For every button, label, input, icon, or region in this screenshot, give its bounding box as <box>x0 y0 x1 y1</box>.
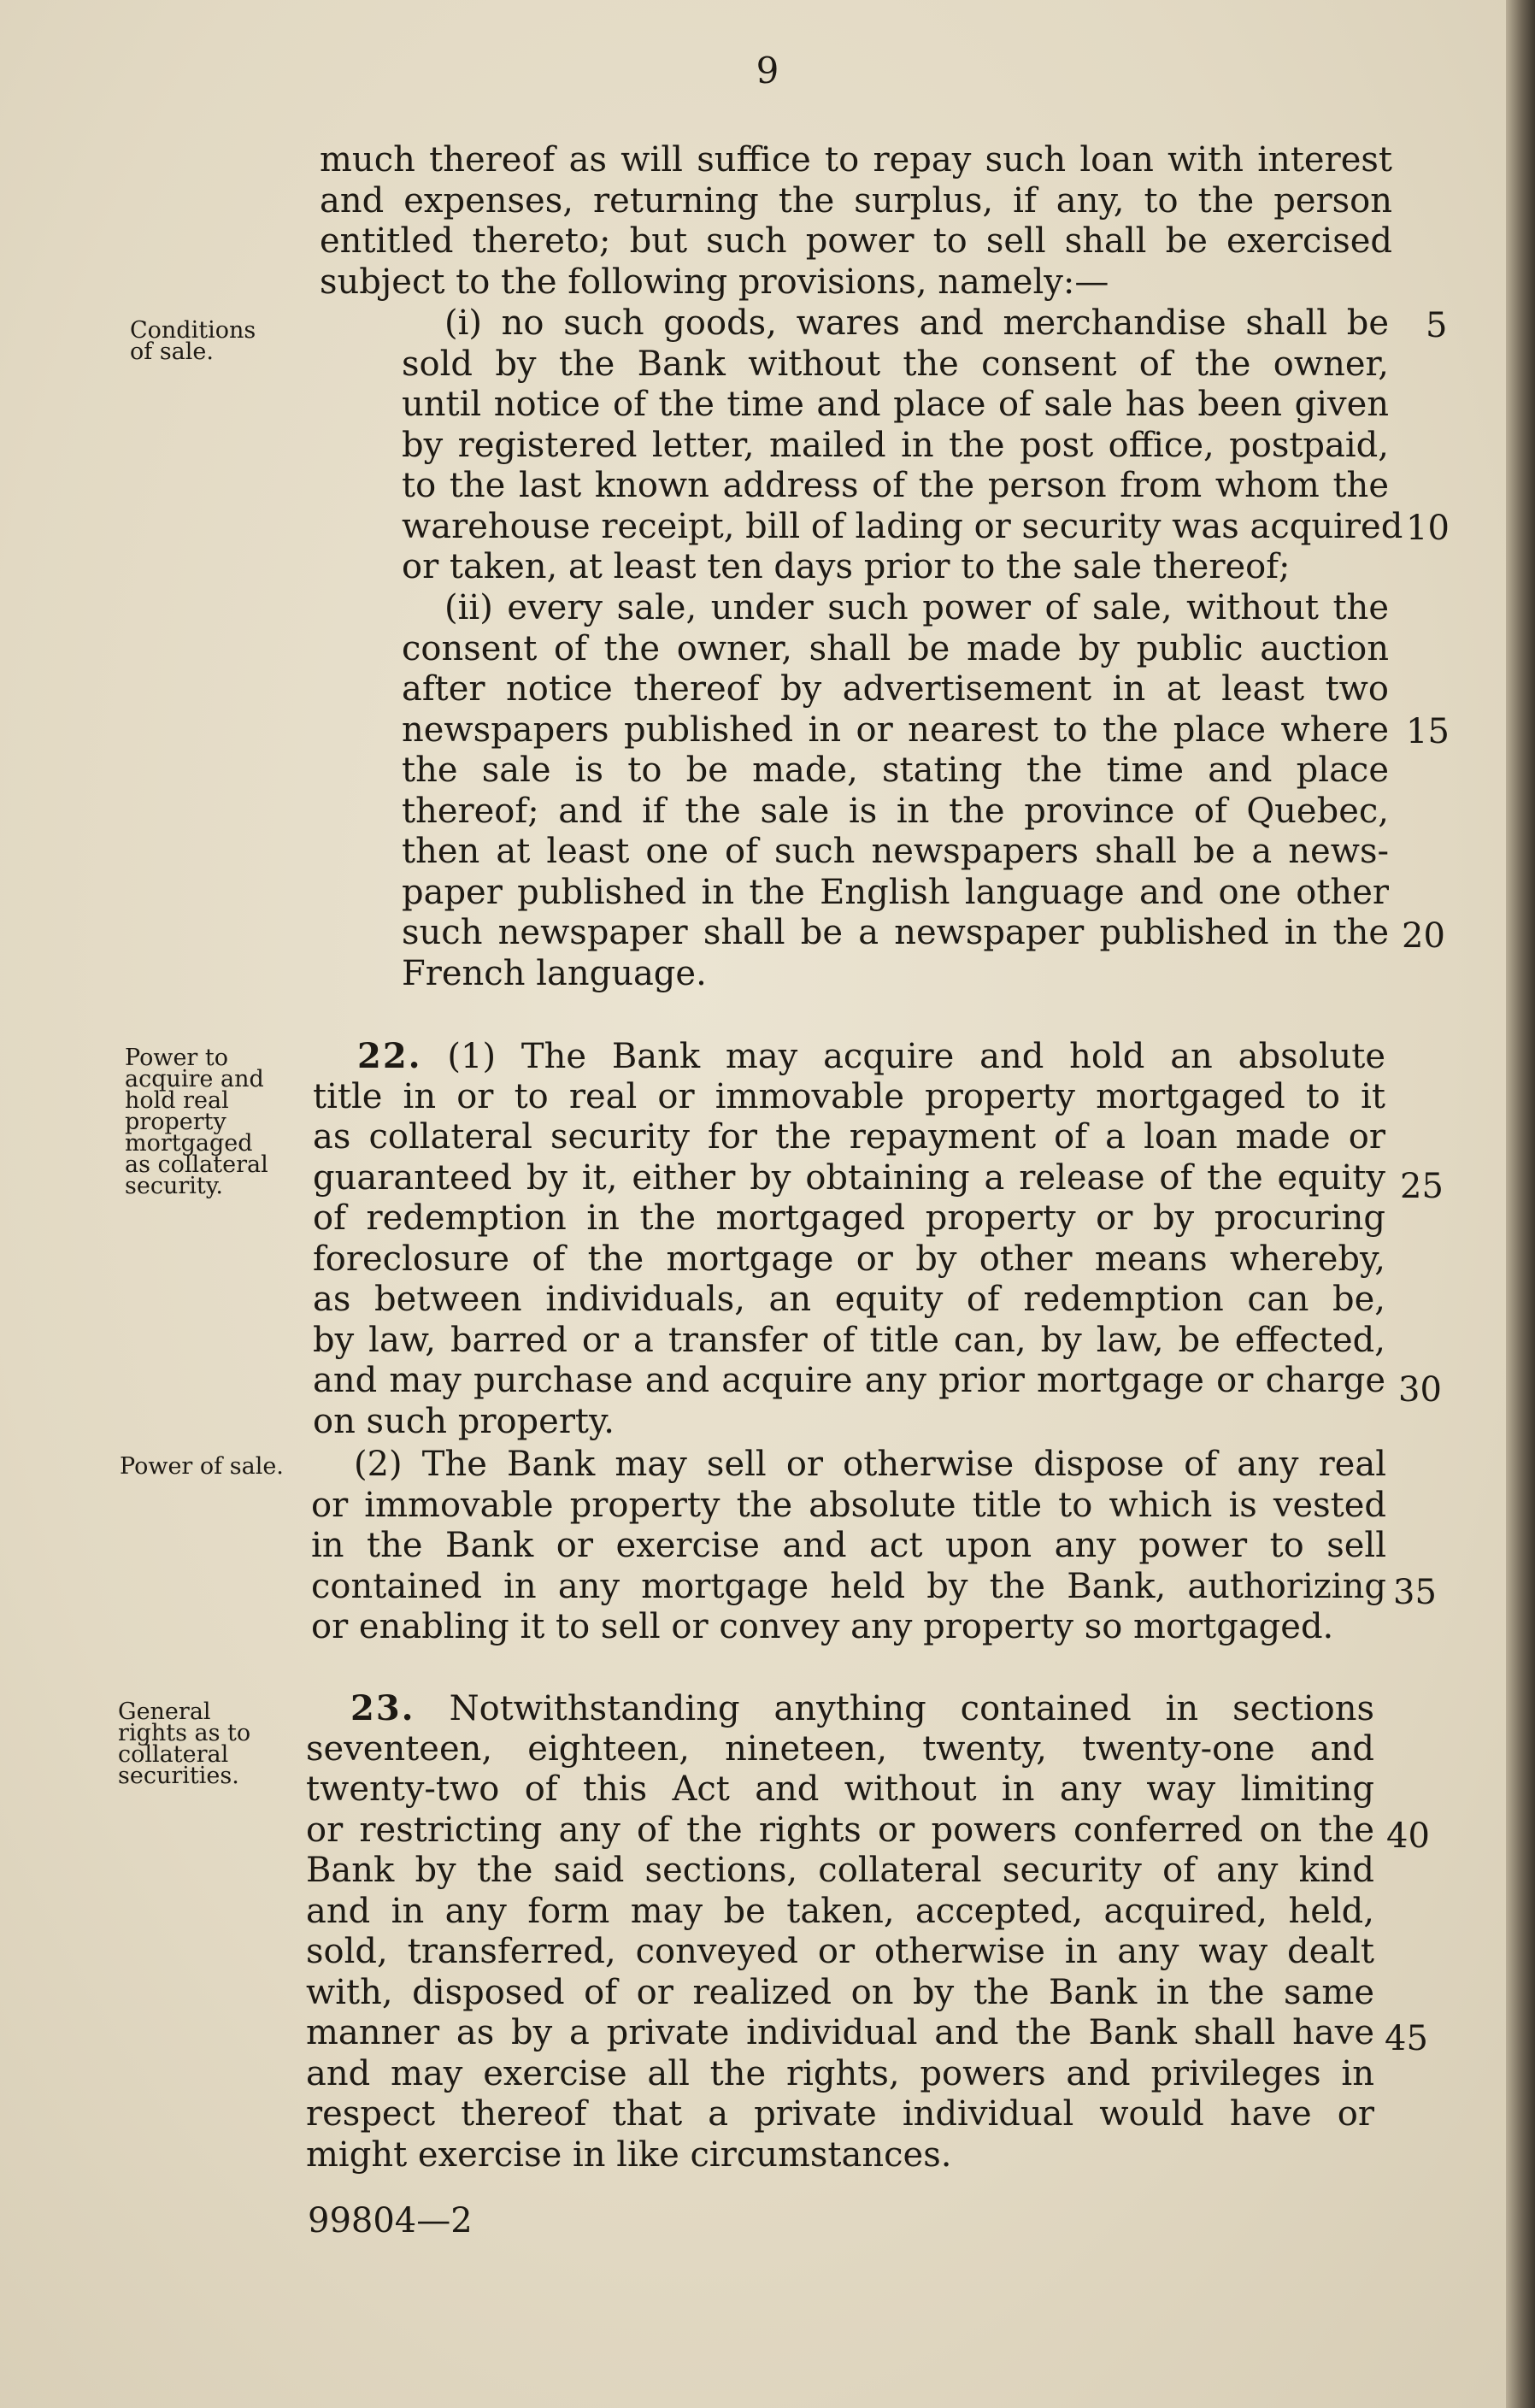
line-number: 25 <box>1400 1167 1444 1206</box>
text-line: much thereof as will suffice to repay such loan with interest <box>320 140 1392 180</box>
text-line: consent of the owner, shall be made by public auction <box>402 628 1389 668</box>
text-line: or immovable property the absolute title to which is vested <box>311 1485 1386 1525</box>
line-number: 5 <box>1426 306 1448 345</box>
section-number-23: 23. <box>350 1688 415 1728</box>
text-line: 23. Notwithstanding anything contained in sections <box>350 1688 1374 1728</box>
text-line: sold, transferred, conveyed or otherwise in any way dealt <box>306 1932 1374 1971</box>
text-line: Bank by the said sections, collateral security of any kind <box>306 1851 1374 1890</box>
section-22-subsection-1 <box>313 1036 1385 1442</box>
text-line: (2) The Bank may sell or otherwise dispose of any real <box>354 1445 1386 1484</box>
text-line: thereof; and if the sale is in the province of Quebec, <box>402 791 1389 831</box>
line-number: 30 <box>1398 1370 1442 1410</box>
line-number: 20 <box>1402 916 1445 956</box>
text-line: entitled thereto; but such power to sell shall be exercised <box>320 221 1392 261</box>
text-line: and may exercise all the rights, powers and privileges in <box>306 2053 1374 2093</box>
text-line: contained in any mortgage held by the Bank, authorizing <box>311 1566 1386 1606</box>
book-spine-shadow <box>1506 0 1535 2408</box>
section-23 <box>306 1688 1374 2175</box>
text-line: might exercise in like circumstances. <box>306 2134 952 2175</box>
text-line: respect thereof that a private individual would have or <box>306 2094 1374 2134</box>
text-line: and in any form may be taken, accepted, acquired, held, <box>306 1891 1374 1931</box>
text-line: subject to the following provisions, namely:— <box>320 262 1109 302</box>
page-number: 9 <box>756 50 779 91</box>
line-number: 35 <box>1393 1573 1437 1612</box>
margin-note-section-23: General rights as to collateral securities. <box>118 1699 251 1789</box>
text-line: French language. <box>402 953 707 993</box>
condition-item-i <box>402 303 1403 588</box>
text-line: by law, barred or a transfer of title can, by law, be effected, <box>313 1320 1385 1360</box>
printer-code: 99804—2 <box>308 2201 473 2240</box>
text-line: guaranteed by it, either by obtaining a release of the equity <box>313 1157 1385 1198</box>
text-line: title in or to real or immovable property mortgaged to it <box>313 1076 1385 1116</box>
text-line: seventeen, eighteen, nineteen, twenty, twenty-one and <box>306 1728 1374 1769</box>
margin-note-power-of-sale: Power of sale. <box>120 1453 284 1480</box>
continuation-paragraph <box>320 140 1392 303</box>
text-line: (ii) every sale, under such power of sale, without the <box>444 588 1389 627</box>
text-line: or restricting any of the rights or powers conferred on the <box>306 1810 1374 1850</box>
text-line: on such property. <box>313 1401 615 1441</box>
text-line: and may purchase and acquire any prior mortgage or charge <box>313 1361 1385 1400</box>
text-line: manner as by a private individual and the Bank shall have <box>306 2013 1374 2052</box>
line-number: 45 <box>1385 2019 1428 2058</box>
text-line: by registered letter, mailed in the post office, postpaid, <box>402 425 1389 465</box>
text-line: of redemption in the mortgaged property or by procuring <box>313 1198 1385 1238</box>
text-line: such newspaper shall be a newspaper published in the <box>402 913 1389 952</box>
text-line: foreclosure of the mortgage or by other means whereby, <box>313 1239 1385 1279</box>
text-line: and expenses, returning the surplus, if any, to the person <box>320 180 1392 221</box>
text-line: or enabling it to sell or convey any property so mortgaged. <box>311 1607 1334 1646</box>
text-line: paper published in the English language and one other <box>402 872 1389 912</box>
condition-item-ii <box>402 588 1389 994</box>
margin-note-section-22: Power to acquire and hold real property mortgaged as collateral security. <box>125 1045 268 1199</box>
text-line: newspapers published in or nearest to the place where <box>402 709 1389 750</box>
text-line: as collateral security for the repayment of a loan made or <box>313 1117 1385 1157</box>
text-line: then at least one of such newspapers shall be a news- <box>402 832 1389 871</box>
text-line: in the Bank or exercise and act upon any power to sell <box>311 1526 1386 1565</box>
margin-note-conditions: Conditions of sale. <box>130 317 256 365</box>
text-line: or taken, at least ten days prior to the sale thereof; <box>402 547 1291 586</box>
text-line: twenty-two of this Act and without in any way limiting <box>306 1769 1374 1809</box>
line-number: 10 <box>1406 509 1450 548</box>
section-number-22: 22. <box>357 1036 422 1076</box>
text-line: to the last known address of the person from whom the <box>402 466 1389 505</box>
text-line: until notice of the time and place of sale has been given <box>402 385 1389 424</box>
text-line: sold by the Bank without the consent of the owner, <box>402 344 1389 384</box>
text-line: after notice thereof by advertisement in at least two <box>402 669 1389 709</box>
text-line: (i) no such goods, wares and merchandise shall be <box>444 303 1389 343</box>
text-line: 22. (1) The Bank may acquire and hold an absolute <box>357 1036 1385 1076</box>
line-number: 40 <box>1386 1816 1430 1856</box>
text-line: the sale is to be made, stating the time and place <box>402 751 1389 790</box>
section-22-subsection-2 <box>311 1445 1386 1648</box>
text-line: warehouse receipt, bill of lading or security was acquired <box>402 506 1403 546</box>
line-number: 15 <box>1406 712 1450 751</box>
text-line: as between individuals, an equity of redemption can be, <box>313 1280 1385 1319</box>
text-line: with, disposed of or realized on by the Bank in the same <box>306 1972 1374 2012</box>
